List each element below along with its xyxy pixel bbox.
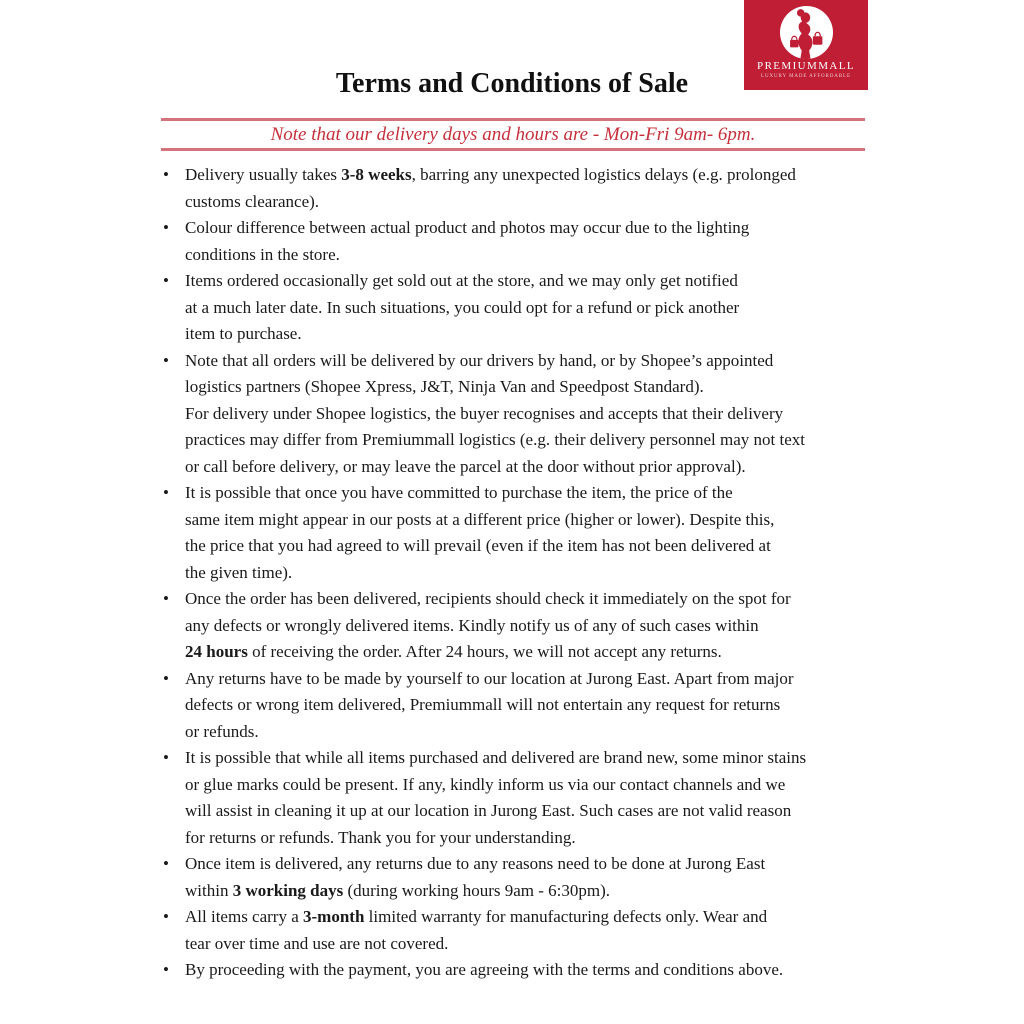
term-text: Once item is delivered, any returns due to any reasons need to be done at Jurong East within 3 working days (during working hours 9am - 6:30pm). [185, 854, 766, 900]
term-item [163, 904, 883, 957]
delivery-notice: Note that our delivery days and hours are - Mon-Fri 9am- 6pm. [270, 124, 756, 145]
bullet-marker: • [163, 907, 169, 926]
bullet-marker: • [163, 668, 169, 688]
terms-list [163, 162, 883, 984]
bullet-marker: • [163, 960, 169, 979]
term-item [163, 268, 883, 348]
bullet-marker: • [163, 350, 169, 370]
term-item [163, 586, 883, 666]
term-text: Delivery usually takes 3-8 weeks, barring any unexpected logistics delays (e.g. prolonged customs clearance). [185, 165, 796, 211]
term-text: By proceeding with the payment, you are agreeing with the terms and conditions above. [185, 960, 784, 979]
term-text: It is possible that while all items purchased and delivered are brand new, some minor stains or glue marks could be present. If any, kindly inform us via our contact channels and we will assist in cleaning it up at our location in Jurong East. Such cases are not valid reason for returns or refunds. Thank you for your understanding. [185, 748, 807, 847]
term-text: All items carry a 3-month limited warranty for manufacturing defects only. Wear and tear over time and use are not covered. [185, 907, 768, 953]
term-item [163, 851, 883, 904]
bullet-marker: • [163, 218, 169, 237]
notice-rule-bottom [161, 148, 865, 151]
bullet-marker: • [163, 271, 169, 290]
bullet-marker: • [163, 748, 169, 767]
term-text: It is possible that once you have committed to purchase the item, the price of the same item might appear in our posts at a different price (higher or lower). Despite this, the price that you had agreed to will prevail (even if the item has not been delivered at the given time). [185, 483, 775, 582]
bullet-marker: • [163, 589, 169, 608]
term-item [163, 215, 883, 268]
term-item [163, 480, 883, 586]
term-item [163, 162, 883, 215]
term-text: Note that all orders will be delivered by our drivers by hand, or by Shopee’s appointed logistics partners (Shopee Xpress, J&T, Ninja Van and Speedpost Standard). For delivery under Shopee logistics, the buyer recognises and accepts that their delivery practices may differ from Premiummall logistics (e.g. their delivery personnel may not text or call before delivery, or may leave the parcel at the door without prior approval). [185, 350, 806, 476]
bullet-marker: • [163, 483, 169, 502]
term-text: Once the order has been delivered, recipients should check it immediately on the spot for any defects or wrongly delivered items. Kindly notify us of any of such cases within 24 hours of receiving the order. After 24 hours, we will not accept any returns. [185, 589, 791, 661]
brand-tagline: LUXURY MADE AFFORDABLE [761, 74, 851, 79]
term-text: Items ordered occasionally get sold out at the store, and we may only get notified at a much later date. In such situations, you could opt for a refund or pick another item to purchase. [185, 271, 740, 343]
bullet-marker: • [163, 854, 169, 873]
woman-with-bags-icon [780, 6, 833, 59]
page-title: Terms and Conditions of Sale [335, 68, 689, 99]
brand-name: PREMIUMMALL [757, 60, 855, 72]
bullet-marker: • [163, 165, 169, 184]
term-item [163, 745, 883, 851]
term-item [163, 666, 883, 746]
term-text: Any returns have to be made by yourself to our location at Jurong East. Apart from major defects or wrong item delivered, Premiummall will not entertain any request for returns or refunds. [185, 668, 794, 741]
term-text: Colour difference between actual product and photos may occur due to the lighting conditions in the store. [185, 218, 750, 264]
term-item [163, 348, 883, 481]
term-item [163, 957, 883, 984]
